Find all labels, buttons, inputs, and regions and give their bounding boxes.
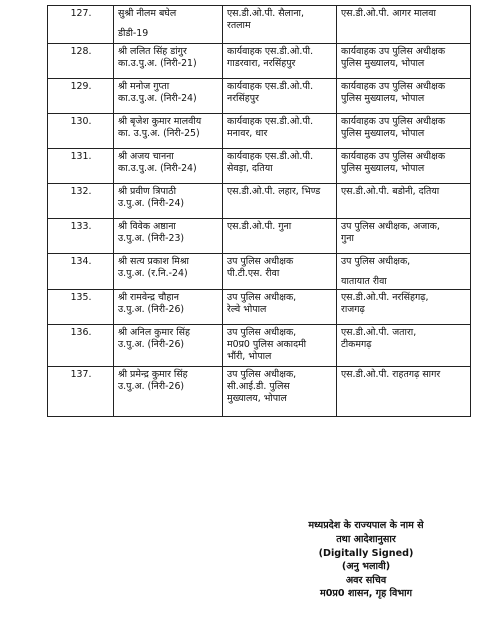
current-posting-line: उप पुलिस अधीक्षक, bbox=[227, 369, 297, 381]
table-row bbox=[48, 184, 471, 219]
current-posting-line: सी.आई.डी. पुलिस bbox=[227, 381, 290, 393]
officer-name-line: उ.पु.अ. (निरी-26) bbox=[118, 339, 185, 351]
current-posting-line: नरसिंहपुर bbox=[227, 93, 259, 105]
current-posting-line: उप पुलिस अधीक्षक bbox=[227, 256, 294, 267]
current-posting-line: गाडरवारा, नरसिंहपुर bbox=[227, 58, 296, 70]
officer-name-line: उ.पु.अ. (निरी-26) bbox=[118, 381, 185, 393]
officer-name-line: श्री रामवेन्द्र चौहान bbox=[118, 292, 179, 304]
table-row bbox=[48, 44, 471, 79]
digitally-signed-label: (Digitally Signed) bbox=[318, 548, 414, 559]
serial-number: 136. bbox=[48, 325, 114, 367]
table-row bbox=[48, 149, 471, 184]
table-row bbox=[48, 367, 471, 417]
new-posting-cell bbox=[337, 254, 471, 290]
table-row bbox=[48, 325, 471, 367]
new-posting-cell bbox=[337, 44, 471, 79]
serial-number: 129. bbox=[48, 79, 114, 114]
officer-name-cell bbox=[114, 367, 223, 417]
officer-name-cell bbox=[114, 184, 223, 219]
officer-name-line: उ.पु.अ. (निरी-24) bbox=[118, 198, 185, 210]
officer-name-line: उ.पु.अ. (निरी-23) bbox=[118, 233, 185, 245]
table-row bbox=[48, 114, 471, 149]
new-posting-line: कार्यवाहक उप पुलिस अधीक्षक bbox=[341, 81, 446, 92]
officer-name-line: का.उ.पु.अ. (निरी-24) bbox=[118, 93, 197, 105]
current-posting-line: कार्यवाहक एस.डी.ओ.पी. bbox=[227, 46, 314, 57]
new-posting-line: एस.डी.ओ.पी. नरसिंहगढ़, bbox=[341, 292, 429, 304]
order-line-1: मध्यप्रदेश के राज्यपाल के नाम से bbox=[308, 520, 424, 531]
current-posting-cell bbox=[223, 184, 337, 219]
new-posting-cell bbox=[337, 367, 471, 417]
current-posting-line: एस.डी.ओ.पी. लहार, भिण्ड bbox=[227, 186, 321, 197]
officer-name-cell bbox=[114, 290, 223, 325]
officer-name-cell bbox=[114, 219, 223, 254]
current-posting-cell bbox=[223, 290, 337, 325]
officer-name-line: श्री अजय चानना bbox=[118, 151, 174, 162]
current-posting-line: कार्यवाहक एस.डी.ओ.पी. bbox=[227, 81, 314, 92]
new-posting-cell bbox=[337, 6, 471, 44]
new-posting-line: एस.डी.ओ.पी. आगर मालवा bbox=[341, 8, 436, 19]
new-posting-line: टीकमगढ़ bbox=[341, 339, 372, 351]
serial-number: 134. bbox=[48, 254, 114, 290]
new-posting-line: पुलिस मुख्यालय, भोपाल bbox=[341, 128, 425, 140]
officer-name-line: उ.पु.अ. (र.नि.-24) bbox=[118, 268, 188, 280]
officer-name-line: श्री प्रमेन्द्र कुमार सिंह bbox=[118, 369, 188, 381]
new-posting-line: एस.डी.ओ.पी. जतारा, bbox=[341, 327, 417, 339]
current-posting-cell bbox=[223, 6, 337, 44]
new-posting-cell bbox=[337, 149, 471, 184]
table-row bbox=[48, 254, 471, 290]
officer-name-line: का.उ.पु.अ. (निरी-21) bbox=[118, 58, 197, 70]
officer-name-line: श्री अनिल कुमार सिंह bbox=[118, 327, 190, 339]
table-row bbox=[48, 219, 471, 254]
posting-table bbox=[47, 5, 471, 417]
current-posting-line: पी.टी.एस. रीवा bbox=[227, 268, 280, 280]
new-posting-line: यातायात रीवा bbox=[341, 276, 387, 288]
order-statement bbox=[286, 519, 446, 547]
new-posting-line: राजगढ़ bbox=[341, 304, 365, 316]
table-row bbox=[48, 290, 471, 325]
officer-name-cell bbox=[114, 79, 223, 114]
serial-number: 131. bbox=[48, 149, 114, 184]
new-posting-line: एस.डी.ओ.पी. राहतगढ़ सागर bbox=[341, 369, 441, 381]
new-posting-line: एस.डी.ओ.पी. बडोनी, दतिया bbox=[341, 186, 440, 197]
officer-name-line: श्री प्रवीण त्रिपाठी bbox=[118, 186, 177, 197]
new-posting-cell bbox=[337, 290, 471, 325]
current-posting-cell bbox=[223, 325, 337, 367]
new-posting-cell bbox=[337, 184, 471, 219]
officer-name-line: सुश्री नीलम बघेल bbox=[118, 8, 177, 19]
serial-number: 135. bbox=[48, 290, 114, 325]
serial-number: 132. bbox=[48, 184, 114, 219]
current-posting-cell bbox=[223, 44, 337, 79]
signatory-name: (अनु भलावी) bbox=[341, 561, 391, 573]
new-posting-cell bbox=[337, 114, 471, 149]
officer-name-line: श्री बृजेश कुमार मालवीय bbox=[118, 116, 202, 127]
officer-name-line: श्री मनोज गुप्ता bbox=[118, 81, 170, 92]
officer-name-cell bbox=[114, 44, 223, 79]
officer-name-cell bbox=[114, 114, 223, 149]
new-posting-line: पुलिस मुख्यालय, भोपाल bbox=[341, 93, 425, 105]
new-posting-cell bbox=[337, 79, 471, 114]
table-row bbox=[48, 79, 471, 114]
current-posting-line: कार्यवाहक एस.डी.ओ.पी. bbox=[227, 151, 314, 162]
signatory-designation: अवर सचिव bbox=[345, 574, 387, 586]
signatory-department: म0प्र0 शासन, गृह विभाग bbox=[320, 588, 412, 600]
current-posting-line: सेवड़ा, दतिया bbox=[227, 163, 273, 175]
officer-name-line: डीडी-19 bbox=[118, 28, 149, 40]
new-posting-line: उप पुलिस अधीक्षक, अजाक, bbox=[341, 221, 440, 232]
new-posting-cell bbox=[337, 219, 471, 254]
new-posting-line: गुना bbox=[341, 233, 354, 245]
officer-name-line: श्री सत्य प्रकाश मिश्रा bbox=[118, 256, 189, 267]
current-posting-line: म0प्र0 पुलिस अकादमी bbox=[227, 339, 307, 351]
new-posting-line: उप पुलिस अधीक्षक, bbox=[341, 256, 411, 267]
officer-name-line: उ.पु.अ. (निरी-26) bbox=[118, 304, 185, 316]
current-posting-cell bbox=[223, 149, 337, 184]
current-posting-line: एस.डी.ओ.पी. सैलाना, bbox=[227, 8, 304, 19]
officer-name-line: का.उ.पु.अ. (निरी-24) bbox=[118, 163, 197, 175]
new-posting-line: कार्यवाहक उप पुलिस अधीक्षक bbox=[341, 151, 446, 162]
order-line-2: तथा आदेशानुसार bbox=[336, 533, 396, 545]
serial-number: 130. bbox=[48, 114, 114, 149]
new-posting-line: पुलिस मुख्यालय, भोपाल bbox=[341, 58, 425, 70]
new-posting-line: पुलिस मुख्यालय, भोपाल bbox=[341, 163, 425, 175]
officer-name-cell bbox=[114, 149, 223, 184]
new-posting-line: कार्यवाहक उप पुलिस अधीक्षक bbox=[341, 46, 446, 57]
current-posting-cell bbox=[223, 219, 337, 254]
current-posting-line: मनावर, धार bbox=[227, 128, 268, 140]
current-posting-line: मुख्यालय, भोपाल bbox=[227, 393, 287, 405]
officer-name-line: श्री ललित सिंह डांगुर bbox=[118, 46, 187, 57]
current-posting-cell bbox=[223, 114, 337, 149]
new-posting-line: कार्यवाहक उप पुलिस अधीक्षक bbox=[341, 116, 446, 127]
current-posting-line: उप पुलिस अधीक्षक, bbox=[227, 327, 297, 339]
signature-block bbox=[296, 547, 436, 601]
current-posting-line: उप पुलिस अधीक्षक, bbox=[227, 292, 297, 304]
officer-name-cell bbox=[114, 6, 223, 44]
current-posting-cell bbox=[223, 79, 337, 114]
new-posting-cell bbox=[337, 325, 471, 367]
serial-number: 137. bbox=[48, 367, 114, 417]
current-posting-line: भौंरी, भोपाल bbox=[227, 351, 272, 363]
current-posting-cell bbox=[223, 367, 337, 417]
current-posting-line: रेल्वे भोपाल bbox=[227, 304, 267, 316]
officer-name-line: का. उ.पु.अ. (निरी-25) bbox=[118, 128, 200, 140]
serial-number: 127. bbox=[48, 6, 114, 44]
current-posting-line: एस.डी.ओ.पी. गुना bbox=[227, 221, 292, 232]
serial-number: 133. bbox=[48, 219, 114, 254]
officer-name-cell bbox=[114, 325, 223, 367]
officer-name-cell bbox=[114, 254, 223, 290]
serial-number: 128. bbox=[48, 44, 114, 79]
officer-name-line: श्री विवेक अष्ठाना bbox=[118, 221, 176, 232]
current-posting-cell bbox=[223, 254, 337, 290]
current-posting-line: रतलाम bbox=[227, 20, 251, 32]
table-row bbox=[48, 6, 471, 44]
current-posting-line: कार्यवाहक एस.डी.ओ.पी. bbox=[227, 116, 314, 127]
